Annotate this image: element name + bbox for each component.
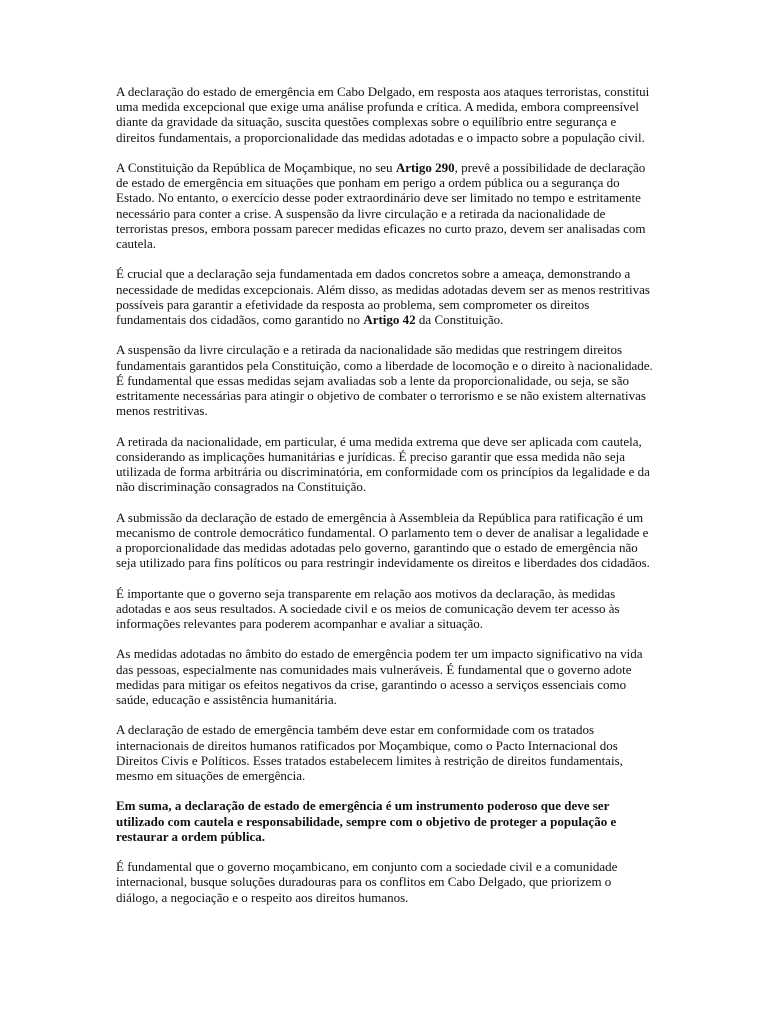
paragraph-impacto: As medidas adotadas no âmbito do estado de emergência podem ter um impacto significativo na vida das pessoas, especialmente nas comunidades mais vulneráveis. É fundamental que o governo adote medidas para mitigar os efeitos negativos da crise, garantindo o acesso a serviços essenciais como saúde, educação e assistência humanitária. <box>116 646 643 708</box>
paragraph-final: É fundamental que o governo moçambicano, em conjunto com a sociedade civil e a comunidade internacional, busque soluções duradouras para os conflitos em Cabo Delgado, que priorizem o diálogo, a negociação e o respeito aos direitos humanos. <box>116 859 618 905</box>
paragraph-artigo-290 <box>116 160 656 251</box>
paragraph-tratados: A declaração de estado de emergência também deve estar em conformidade com os tratados internacionais de direitos humanos ratificados por Moçambique, como o Pacto Internacional dos Direitos Civis e Políticos. Esses tratados estabelecem limites à restrição de direitos fundamentais, mesmo em situações de emergência. <box>116 722 623 784</box>
paragraph-conclusion-bold: Em suma, a declaração de estado de emergência é um instrumento poderoso que deve ser utilizado com cautela e responsabilidade, sempre com o objetivo de proteger a população e restaurar a ordem pública. <box>116 798 617 844</box>
paragraph-text-segment: , prevê a possibilidade de declaração de estado de emergência em situações que ponham em perigo a ordem pública ou a segurança do Estado. No entanto, o exercício desse poder extraordinário deve ser limitado no tempo e estritamente necessário para conter a crise. A suspensão da livre circulação e a retirada da nacionalidade de terroristas presos, embora possam parecer medidas eficazes no curto prazo, devem ser analisadas com cautela. <box>116 160 646 252</box>
paragraph-text-segment: A Constituição da República de Moçambique, no seu <box>116 160 396 175</box>
paragraph-text-segment: da Constituição. <box>415 312 504 328</box>
article-reference-42: Artigo 42 <box>363 312 416 328</box>
document-page <box>116 84 656 920</box>
paragraph-artigo-42 <box>116 266 656 327</box>
article-reference-290: Artigo 290 <box>395 160 455 175</box>
paragraph-suspensao: A suspensão da livre circulação e a retirada da nacionalidade são medidas que restringem direitos fundamentais garantidos pela Constituição, como a liberdade de locomoção e o direito à nacionalidade. É fundamental que essas medidas sejam avaliadas sob a lente da proporcionalidade, ou seja, se são estritamente necessárias para atingir o objetivo de combater o terrorismo e se não existem alternativas menos restritivas. <box>116 342 653 419</box>
paragraph-intro: A declaração do estado de emergência em Cabo Delgado, em resposta aos ataques terroristas, constitui uma medida excepcional que exige uma análise profunda e crítica. A medida, embora compreensível diante da gravidade da situação, suscita questões complexas sobre o equilíbrio entre segurança e direitos fundamentais, a proporcionalidade das medidas adotadas e o impacto sobre a população civil. <box>116 84 650 145</box>
paragraph-assembleia: A submissão da declaração de estado de emergência à Assembleia da República para ratificação é um mecanismo de controle democrático fundamental. O parlamento tem o dever de analisar a legalidade e a proporcionalidade das medidas adotadas pelo governo, garantindo que o estado de emergência não seja utilizado para fins políticos ou para restringir indevidamente os direitos e liberdades dos cidadãos. <box>116 509 650 571</box>
paragraph-retirada-nacionalidade: A retirada da nacionalidade, em particular, é uma medida extrema que deve ser aplicada com cautela, considerando as implicações humanitárias e jurídicas. É preciso garantir que essa medida não seja utilizada de forma arbitrária ou discriminatória, em conformidade com os princípios da legalidade e da não discriminação consagrados na Constituição. <box>116 433 650 495</box>
paragraph-transparencia: É importante que o governo seja transparente em relação aos motivos da declaração, às medidas adotadas e aos seus resultados. A sociedade civil e os meios de comunicação devem ter acesso às informações relevantes para poderem acompanhar e avaliar a situação. <box>116 585 620 632</box>
paragraph-text-segment: É crucial que a declaração seja fundamentada em dados concretos sobre a ameaça, demonstrando a necessidade de medidas excepcionais. Além disso, as medidas adotadas devem ser as menos restritivas possíveis para garantir a efetividade da resposta ao problema, sem comprometer os direitos fundamentais dos cidadãos, como garantido no <box>116 266 650 328</box>
